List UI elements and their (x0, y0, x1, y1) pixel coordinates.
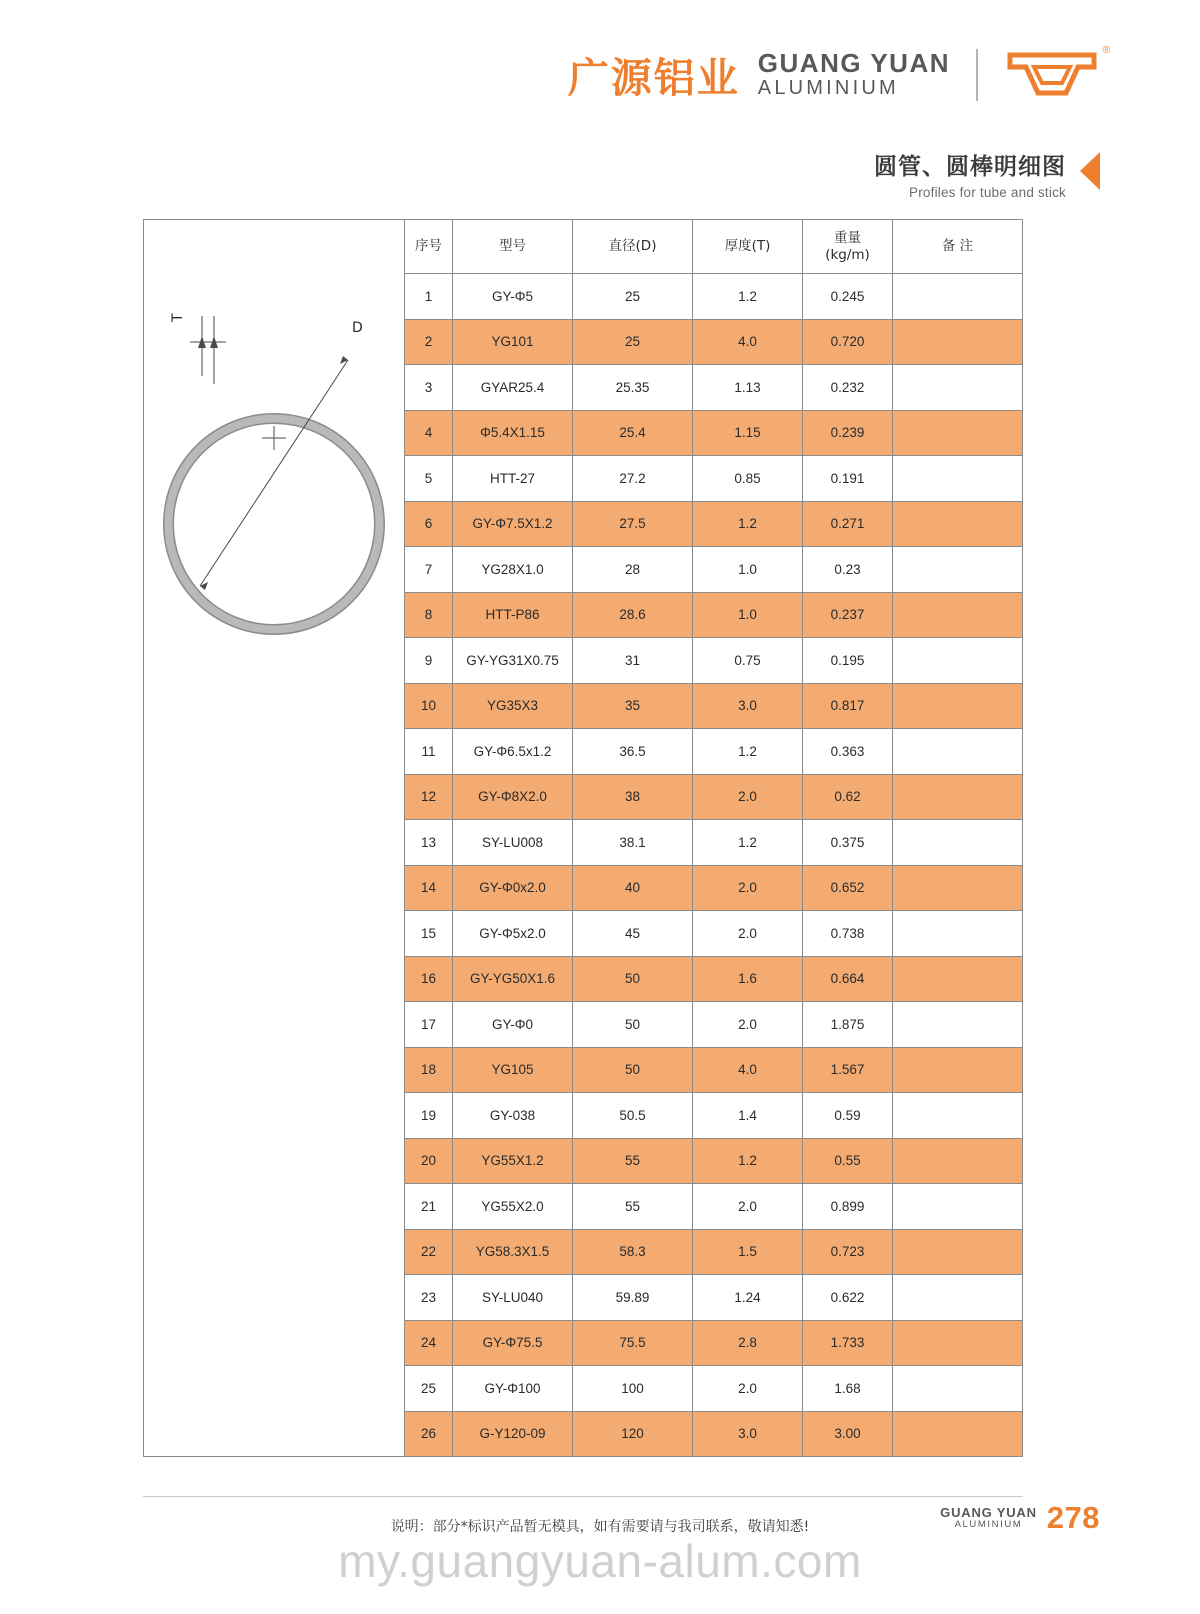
brand-logo (567, 44, 1110, 104)
section-title-cn: 圆管、圆棒明细图 (874, 154, 1066, 180)
row-cell-weight: 1.567 (803, 1047, 893, 1093)
brand-name-en-line1: GUANG YUAN (757, 48, 950, 79)
row-cell-weight: 1.733 (803, 1320, 893, 1366)
row-cell-model: YG55X2.0 (453, 1184, 573, 1230)
column-header-weight (803, 220, 893, 274)
row-cell-thickness: 2.0 (693, 1184, 803, 1230)
row-cell-diameter: 50 (573, 1047, 693, 1093)
row-cell-diameter: 100 (573, 1366, 693, 1412)
row-cell-diameter: 120 (573, 1411, 693, 1457)
row-cell-model: YG101 (453, 319, 573, 365)
row-cell-no: 23 (405, 1275, 453, 1321)
column-header-remark: 备 注 (893, 220, 1023, 274)
row-cell-no: 6 (405, 501, 453, 547)
row-cell-no: 9 (405, 638, 453, 684)
row-cell-no: 25 (405, 1366, 453, 1412)
row-cell-remark (893, 1320, 1023, 1366)
footer-divider (143, 1496, 1023, 1497)
row-cell-diameter: 50.5 (573, 1093, 693, 1139)
row-cell-diameter: 31 (573, 638, 693, 684)
row-cell-thickness: 1.0 (693, 592, 803, 638)
row-cell-model: GY-038 (453, 1093, 573, 1139)
row-cell-remark (893, 1047, 1023, 1093)
row-cell-no: 4 (405, 410, 453, 456)
watermark-url: my.guangyuan-alum.com (338, 1535, 862, 1587)
row-cell-remark (893, 1366, 1023, 1412)
table-row (405, 1093, 1023, 1139)
table-row (405, 638, 1023, 684)
row-cell-diameter: 55 (573, 1184, 693, 1230)
row-cell-diameter: 75.5 (573, 1320, 693, 1366)
company-emblem-icon (1004, 44, 1110, 103)
row-cell-model: GY-Φ0 (453, 1002, 573, 1048)
row-cell-remark (893, 274, 1023, 320)
row-cell-remark (893, 501, 1023, 547)
row-cell-no: 7 (405, 547, 453, 593)
row-cell-diameter: 50 (573, 956, 693, 1002)
row-cell-weight: 0.232 (803, 365, 893, 411)
table-row (405, 774, 1023, 820)
table-row (405, 1275, 1023, 1321)
column-header-weight-line2: (kg/m) (825, 246, 870, 263)
row-cell-no: 21 (405, 1184, 453, 1230)
table-row (405, 683, 1023, 729)
row-cell-diameter: 25 (573, 319, 693, 365)
row-cell-no: 10 (405, 683, 453, 729)
table-row (405, 956, 1023, 1002)
table-row (405, 1047, 1023, 1093)
row-cell-no: 22 (405, 1229, 453, 1275)
page-number: 278 (1046, 1500, 1100, 1535)
row-cell-thickness: 2.0 (693, 911, 803, 957)
row-cell-model: Φ5.4X1.15 (453, 410, 573, 456)
brand-name-en (758, 50, 950, 98)
table-row (405, 547, 1023, 593)
brand-name-en-line2: ALUMINIUM (757, 76, 899, 99)
table-row (405, 1184, 1023, 1230)
row-cell-no: 19 (405, 1093, 453, 1139)
row-cell-weight: 0.23 (803, 547, 893, 593)
row-cell-weight: 0.375 (803, 820, 893, 866)
table-body (405, 274, 1023, 1457)
row-cell-thickness: 2.8 (693, 1320, 803, 1366)
registered-trademark-icon: ® (1102, 44, 1110, 56)
row-cell-thickness: 2.0 (693, 1366, 803, 1412)
row-cell-no: 14 (405, 865, 453, 911)
table-row (405, 1320, 1023, 1366)
row-cell-model: YG55X1.2 (453, 1138, 573, 1184)
row-cell-remark (893, 1002, 1023, 1048)
table-row (405, 410, 1023, 456)
row-cell-diameter: 40 (573, 865, 693, 911)
table-header-row (405, 220, 1023, 274)
row-cell-weight: 0.62 (803, 774, 893, 820)
row-cell-model: G-Y120-09 (453, 1411, 573, 1457)
row-cell-weight: 0.195 (803, 638, 893, 684)
row-cell-diameter: 38 (573, 774, 693, 820)
row-cell-remark (893, 638, 1023, 684)
row-cell-remark (893, 1184, 1023, 1230)
triangle-arrow-icon (1080, 152, 1100, 190)
footer-brand (940, 1500, 1100, 1536)
row-cell-remark (893, 683, 1023, 729)
row-cell-thickness: 3.0 (693, 1411, 803, 1457)
row-cell-model: GY-YG31X0.75 (453, 638, 573, 684)
profile-diagram-panel (143, 219, 404, 1457)
row-cell-thickness: 1.2 (693, 274, 803, 320)
row-cell-no: 18 (405, 1047, 453, 1093)
row-cell-no: 24 (405, 1320, 453, 1366)
column-header-model: 型号 (453, 220, 573, 274)
footer-brand-line1: GUANG YUAN (940, 1505, 1037, 1521)
row-cell-thickness: 2.0 (693, 1002, 803, 1048)
row-cell-thickness: 1.5 (693, 1229, 803, 1275)
footer-logo-icon (940, 1506, 1037, 1530)
row-cell-diameter: 27.2 (573, 456, 693, 502)
row-cell-remark (893, 547, 1023, 593)
row-cell-no: 5 (405, 456, 453, 502)
row-cell-weight: 0.738 (803, 911, 893, 957)
row-cell-no: 17 (405, 1002, 453, 1048)
row-cell-diameter: 25.4 (573, 410, 693, 456)
table-row (405, 456, 1023, 502)
row-cell-model: YG35X3 (453, 683, 573, 729)
row-cell-weight: 0.817 (803, 683, 893, 729)
table-row (405, 1411, 1023, 1457)
table-row (405, 865, 1023, 911)
row-cell-thickness: 1.2 (693, 1138, 803, 1184)
table-row (405, 1138, 1023, 1184)
section-title-en: Profiles for tube and stick (909, 185, 1066, 200)
row-cell-model: YG28X1.0 (453, 547, 573, 593)
row-cell-diameter: 59.89 (573, 1275, 693, 1321)
row-cell-thickness: 4.0 (693, 1047, 803, 1093)
row-cell-model: YG105 (453, 1047, 573, 1093)
specification-table (404, 219, 1023, 1457)
row-cell-weight: 0.363 (803, 729, 893, 775)
footer-note: 说明：部分*标识产品暂无模具，如有需要请与我司联系，敬请知悉! (390, 1519, 810, 1535)
svg-text:T: T (170, 313, 186, 322)
column-header-thickness: 厚度(T) (693, 220, 803, 274)
row-cell-weight: 0.652 (803, 865, 893, 911)
row-cell-remark (893, 820, 1023, 866)
row-cell-remark (893, 365, 1023, 411)
row-cell-model: GY-Φ6.5x1.2 (453, 729, 573, 775)
row-cell-remark (893, 1275, 1023, 1321)
row-cell-remark (893, 911, 1023, 957)
row-cell-remark (893, 1229, 1023, 1275)
row-cell-thickness: 1.4 (693, 1093, 803, 1139)
table-row (405, 274, 1023, 320)
row-cell-model: SY-LU008 (453, 820, 573, 866)
row-cell-model: GY-Φ5x2.0 (453, 911, 573, 957)
row-cell-no: 15 (405, 911, 453, 957)
row-cell-diameter: 25 (573, 274, 693, 320)
row-cell-diameter: 25.35 (573, 365, 693, 411)
row-cell-thickness: 4.0 (693, 319, 803, 365)
footer-brand-line2: ALUMINIUM (954, 1518, 1023, 1530)
row-cell-model: HTT-27 (453, 456, 573, 502)
row-cell-remark (893, 729, 1023, 775)
tube-cross-section-diagram (152, 256, 400, 816)
column-header-weight-line1: 重量 (834, 229, 861, 246)
row-cell-thickness: 1.6 (693, 956, 803, 1002)
brand-name-cn: 广源铝业 (567, 54, 740, 102)
row-cell-weight: 0.237 (803, 592, 893, 638)
row-cell-remark (893, 319, 1023, 365)
row-cell-model: GY-Φ100 (453, 1366, 573, 1412)
row-cell-thickness: 1.2 (693, 729, 803, 775)
row-cell-thickness: 1.2 (693, 501, 803, 547)
row-cell-model: SY-LU040 (453, 1275, 573, 1321)
row-cell-weight: 0.245 (803, 274, 893, 320)
section-title (874, 148, 1100, 200)
row-cell-model: HTT-P86 (453, 592, 573, 638)
row-cell-diameter: 27.5 (573, 501, 693, 547)
row-cell-no: 8 (405, 592, 453, 638)
table-row (405, 592, 1023, 638)
row-cell-no: 2 (405, 319, 453, 365)
row-cell-model: GY-Φ75.5 (453, 1320, 573, 1366)
row-cell-diameter: 35 (573, 683, 693, 729)
table-row (405, 1002, 1023, 1048)
row-cell-diameter: 38.1 (573, 820, 693, 866)
page-header (0, 0, 1200, 200)
row-cell-remark (893, 1411, 1023, 1457)
table-row (405, 1229, 1023, 1275)
row-cell-remark (893, 774, 1023, 820)
row-cell-no: 13 (405, 820, 453, 866)
row-cell-weight: 0.55 (803, 1138, 893, 1184)
row-cell-weight: 0.191 (803, 456, 893, 502)
row-cell-model: GY-Φ5 (453, 274, 573, 320)
row-cell-weight: 3.00 (803, 1411, 893, 1457)
row-cell-weight: 0.622 (803, 1275, 893, 1321)
table-row (405, 1366, 1023, 1412)
table-row (405, 911, 1023, 957)
row-cell-remark (893, 865, 1023, 911)
row-cell-remark (893, 1138, 1023, 1184)
row-cell-remark (893, 1093, 1023, 1139)
row-cell-diameter: 55 (573, 1138, 693, 1184)
main-content (143, 219, 1023, 1457)
row-cell-thickness: 2.0 (693, 865, 803, 911)
row-cell-diameter: 58.3 (573, 1229, 693, 1275)
row-cell-thickness: 3.0 (693, 683, 803, 729)
row-cell-thickness: 0.75 (693, 638, 803, 684)
table-row (405, 729, 1023, 775)
row-cell-no: 12 (405, 774, 453, 820)
row-cell-model: GY-Φ7.5X1.2 (453, 501, 573, 547)
row-cell-weight: 0.899 (803, 1184, 893, 1230)
row-cell-model: GYAR25.4 (453, 365, 573, 411)
row-cell-model: GY-Φ0x2.0 (453, 865, 573, 911)
row-cell-thickness: 0.85 (693, 456, 803, 502)
row-cell-no: 11 (405, 729, 453, 775)
row-cell-weight: 0.720 (803, 319, 893, 365)
row-cell-weight: 0.59 (803, 1093, 893, 1139)
row-cell-diameter: 50 (573, 1002, 693, 1048)
row-cell-thickness: 1.0 (693, 547, 803, 593)
row-cell-no: 3 (405, 365, 453, 411)
table-row (405, 319, 1023, 365)
row-cell-weight: 1.875 (803, 1002, 893, 1048)
row-cell-diameter: 36.5 (573, 729, 693, 775)
row-cell-weight: 0.723 (803, 1229, 893, 1275)
row-cell-no: 20 (405, 1138, 453, 1184)
row-cell-weight: 1.68 (803, 1366, 893, 1412)
row-cell-remark (893, 956, 1023, 1002)
row-cell-thickness: 1.15 (693, 410, 803, 456)
row-cell-no: 26 (405, 1411, 453, 1457)
row-cell-diameter: 28 (573, 547, 693, 593)
brand-divider (976, 49, 978, 101)
row-cell-remark (893, 456, 1023, 502)
row-cell-thickness: 1.2 (693, 820, 803, 866)
row-cell-remark (893, 592, 1023, 638)
row-cell-no: 16 (405, 956, 453, 1002)
row-cell-remark (893, 410, 1023, 456)
row-cell-weight: 0.664 (803, 956, 893, 1002)
table-row (405, 365, 1023, 411)
row-cell-diameter: 28.6 (573, 592, 693, 638)
row-cell-no: 1 (405, 274, 453, 320)
row-cell-thickness: 2.0 (693, 774, 803, 820)
row-cell-weight: 0.239 (803, 410, 893, 456)
table-row (405, 820, 1023, 866)
row-cell-thickness: 1.13 (693, 365, 803, 411)
column-header-diameter: 直径(D) (573, 220, 693, 274)
row-cell-model: YG58.3X1.5 (453, 1229, 573, 1275)
row-cell-diameter: 45 (573, 911, 693, 957)
row-cell-model: GY-Φ8X2.0 (453, 774, 573, 820)
row-cell-weight: 0.271 (803, 501, 893, 547)
column-header-no: 序号 (405, 220, 453, 274)
table-row (405, 501, 1023, 547)
svg-text:D: D (352, 320, 363, 336)
row-cell-thickness: 1.24 (693, 1275, 803, 1321)
section-title-texts (874, 148, 1066, 200)
row-cell-model: GY-YG50X1.6 (453, 956, 573, 1002)
